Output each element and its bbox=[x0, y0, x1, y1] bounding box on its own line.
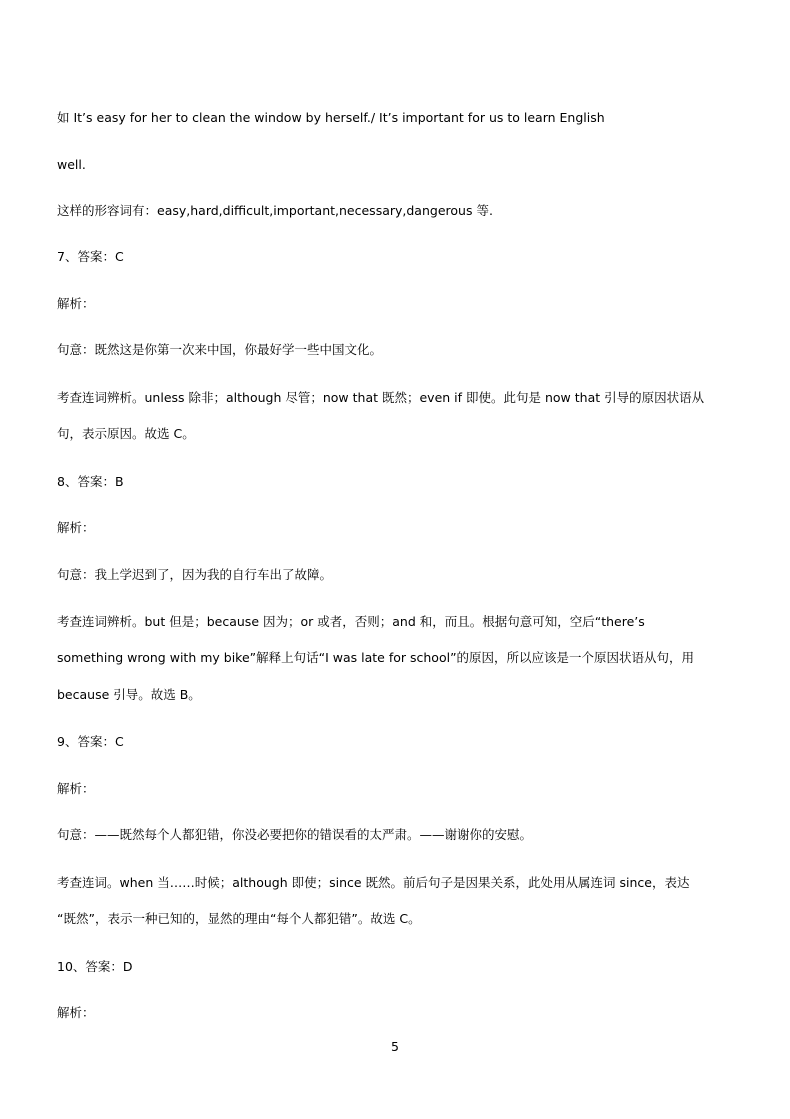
page-number: 5 bbox=[391, 1039, 399, 1054]
answer-heading: 10、答案：D bbox=[57, 959, 133, 974]
analysis-label: 解析： bbox=[57, 781, 95, 796]
text-line: 句意：——既然每个人都犯错，你没必要把你的错误看的太严肃。——谢谢你的安慰。 bbox=[57, 827, 533, 842]
answer-heading: 8、答案：B bbox=[57, 474, 124, 489]
answer-heading: 7、答案：C bbox=[57, 249, 124, 264]
answer-heading: 9、答案：C bbox=[57, 734, 124, 749]
text-line: 考查连词辨析。but 但是；because 因为；or 或者，否则；and 和，而且。根据句意可知，空后“there’s bbox=[57, 614, 645, 629]
text-line: 句意：我上学迟到了，因为我的自行车出了故障。 bbox=[57, 567, 333, 582]
analysis-label: 解析： bbox=[57, 520, 95, 535]
text-line: something wrong with my bike”解释上句话“I was late for school”的原因，所以应该是一个原因状语从句，用 bbox=[57, 650, 695, 665]
analysis-label: 解析： bbox=[57, 296, 95, 311]
text-line: because 引导。故选 B。 bbox=[57, 687, 201, 702]
text-line: 考查连词辨析。unless 除非；although 尽管；now that 既然；even if 即使。此句是 now that 引导的原因状语从 bbox=[57, 390, 705, 405]
text-line: 考查连词。when 当……时候；although 即使；since 既然。前后句子是因果关系，此处用从属连词 since，表达 bbox=[57, 875, 690, 890]
analysis-label: 解析： bbox=[57, 1005, 95, 1020]
text-line: 这样的形容词有：easy,hard,difficult,important,necessary,dangerous 等. bbox=[57, 203, 493, 218]
text-line: 如 It’s easy for her to clean the window by herself./ It’s important for us to learn English bbox=[57, 110, 605, 125]
text-line: well. bbox=[57, 157, 86, 172]
text-line: 句，表示原因。故选 C。 bbox=[57, 426, 195, 441]
text-line: “既然”，表示一种已知的，显然的理由“每个人都犯错”。故选 C。 bbox=[57, 911, 421, 926]
text-line: 句意：既然这是你第一次来中国，你最好学一些中国文化。 bbox=[57, 342, 383, 357]
